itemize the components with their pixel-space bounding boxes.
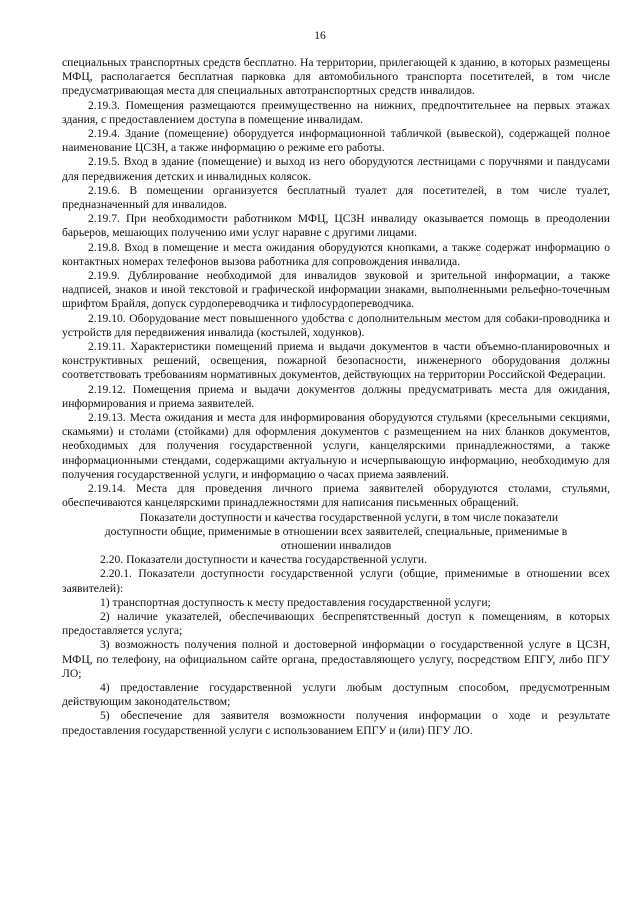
section-heading: Показатели доступности и качества государственной услуги, в том числе показатели доступности общие, применимые в отношении всех заявителей, специальные, применимые в отношении инвалидов (104, 510, 568, 552)
list-item-4: 4) предоставление государственной услуги любым доступным способом, предусмотренным действующим законодательством; (62, 680, 610, 709)
list-item-3: 3) возможность получения полной и достоверной информации о государственной услуге в ЦСЗН, МФЦ, по телефону, на официальном сайте органа, предоставляющего услугу, посредством ЕПГУ, либо ПГУ ЛО; (62, 638, 610, 680)
paragraph-2-19-14: 2.19.14. Места для проведения личного приема заявителей оборудуются столами, стульями, обеспечиваются канцелярскими принадлежностями для написания письменных обращений. (62, 482, 610, 510)
paragraph-2-19-13: 2.19.13. Места ожидания и места для информирования оборудуются стульями (кресельными секциями, скамьями) и столами (стойками) для оформления документов с размещением на них бланков документов, необходимых для получения государственной услуги, канцелярскими принадлежностями, а также информационными стендами, содержащими актуальную и исчерпывающую информацию, необходимую для получения государственной услуги, и информацию о часах приема заявлений. (62, 411, 610, 481)
paragraph-2-19-12: 2.19.12. Помещения приема и выдачи документов должны предусматривать места для ожидания, информирования и приема заявителей. (62, 382, 610, 410)
page-number: 16 (314, 30, 326, 42)
document-body (62, 56, 610, 738)
paragraph-2-19-5: 2.19.5. Вход в здание (помещение) и выход из него оборудуются лестницами с поручнями и пандусами для передвижения детских и инвалидных колясок. (62, 155, 610, 183)
paragraph-2-19-9: 2.19.9. Дублирование необходимой для инвалидов звуковой и зрительной информации, а также надписей, знаков и иной текстовой и графической информации знаками, выполненными рельефно-точечным шрифтом Брайля, допуск сурдопереводчика и тифлосурдопереводчика. (62, 269, 610, 311)
section-2-20 (62, 553, 610, 738)
paragraph-2-19-7: 2.19.7. При необходимости работником МФЦ, ЦСЗН инвалиду оказывается помощь в преодолении барьеров, мешающих получению ими услуг наравне с другими лицами. (62, 212, 610, 240)
paragraph-2-19-3: 2.19.3. Помещения размещаются преимущественно на нижних, предпочтительнее на первых этажах здания, с предоставлением доступа в помещение инвалидам. (62, 98, 610, 126)
paragraph-2-20-1: 2.20.1. Показатели доступности государственной услуги (общие, применимые в отношении всех заявителей): (62, 567, 610, 595)
paragraph-2-19-6: 2.19.6. В помещении организуется бесплатный туалет для посетителей, в том числе туалет, предназначенный для инвалидов. (62, 183, 610, 212)
list-item-5: 5) обеспечение для заявителя возможности получения информации о ходе и результате предоставления государственной услуги с использованием ЕПГУ и (или) ПГУ ЛО. (62, 709, 610, 737)
paragraph-continuation: специальных транспортных средств бесплатно. На территории, прилегающей к зданию, в которых размещены МФЦ, располагается бесплатная парковка для автомобильного транспорта посетителей, в том числе предусматривающая места для специальных автотранспортных средств инвалидов. (62, 56, 610, 98)
paragraph-2-19-11: 2.19.11. Характеристики помещений приема и выдачи документов в части объемно-планировочных и конструктивных решений, освещения, пожарной безопасности, инженерного оборудования должны соответствовать требованиям нормативных документов, действующих на территории Российской Федерации. (62, 340, 610, 382)
list-item-2: 2) наличие указателей, обеспечивающих беспрепятственный доступ к помещениям, в которых предоставляется услуга; (62, 609, 610, 638)
paragraph-2-19-8: 2.19.8. Вход в помещение и места ожидания оборудуются кнопками, а также содержат информацию о контактных номерах телефонов вызова работника для сопровождения инвалида. (62, 240, 610, 268)
list-item-1: 1) транспортная доступность к месту предоставления государственной услуги; (100, 595, 491, 609)
paragraph-2-19-10: 2.19.10. Оборудование мест повышенного удобства с дополнительным местом для собаки-проводника и устройств для передвижения инвалида (костылей, ходунков). (62, 311, 610, 339)
paragraph-2-20: 2.20. Показатели доступности и качества государственной услуги. (100, 553, 428, 567)
paragraph-2-19-4: 2.19.4. Здание (помещение) оборудуется информационной табличкой (вывеской), содержащей полное наименование ЦСЗН, а также информацию о режиме его работы. (62, 127, 610, 155)
